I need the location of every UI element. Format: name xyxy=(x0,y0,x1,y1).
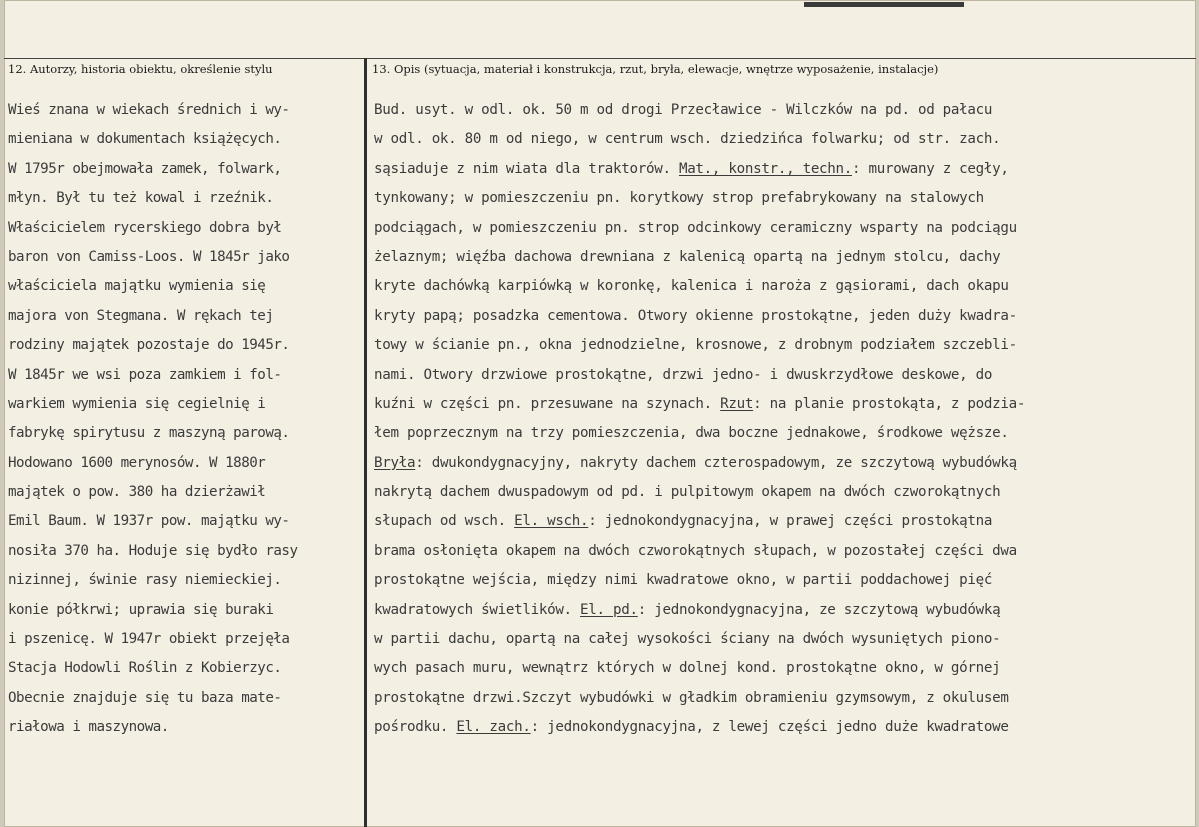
history-line: nosiła 370 ha. Hoduje się bydło rasy xyxy=(8,542,298,559)
description-text-run: : murowany z cegły, xyxy=(852,160,1009,177)
description-line xyxy=(374,654,1194,683)
history-line: Hodowano 1600 merynosów. W 1880r xyxy=(8,454,266,471)
description-line xyxy=(374,214,1194,243)
description-text-run: Bud. usyt. w odl. ok. 50 m od drogi Przecławice - Wilczków na pd. od pałacu xyxy=(374,102,993,118)
description-line xyxy=(374,566,1194,595)
description-text-run: wych pasach muru, wewnątrz których w dolnej kond. prostokątne okno, w górnej xyxy=(374,660,1001,677)
description-text-run: łem poprzecznym na trzy pomieszczenia, dwa boczne jednakowe, środkowe węższe. xyxy=(374,425,1009,442)
history-line: młyn. Był tu też kowal i rzeźnik. xyxy=(8,190,274,207)
history-line: warkiem wymienia się cegielnię i xyxy=(8,395,266,412)
description-line xyxy=(374,390,1194,419)
description-text-run: : jednokondygnacyjna, z lewej części jedno duże kwadratowe xyxy=(530,719,1009,736)
history-line: majora von Stegmana. W rękach tej xyxy=(8,307,274,324)
description-line xyxy=(374,419,1194,448)
history-line: Wieś znana w wiekach średnich i wy- xyxy=(8,102,290,118)
description-text-run: w odl. ok. 80 m od niego, w centrum wsch. dziedzińca folwarku; od str. zach. xyxy=(374,131,1001,148)
description-text-run: żelaznym; więźba dachowa drewniana z kalenicą opartą na jednym stolcu, dachy xyxy=(374,248,1001,265)
description-text-run: podciągach, w pomieszczeniu pn. strop odcinkowy ceramiczny wsparty na podciągu xyxy=(374,219,1017,236)
description-line xyxy=(374,478,1194,507)
description-text-run: kryty papą; posadzka cementowa. Otwory okienne prostokątne, jeden duży kwadra- xyxy=(374,307,1017,324)
description-line xyxy=(374,96,1194,125)
description-text-run: słupach od wsch. xyxy=(374,513,515,530)
description-line xyxy=(374,184,1194,213)
description-line xyxy=(374,713,1194,742)
section-12-heading: 12. Autorzy, historia obiektu, określenie stylu xyxy=(8,62,273,76)
history-line: rodziny majątek pozostaje do 1945r. xyxy=(8,337,290,354)
description-text-run: kryte dachówką karpiówką w koronkę, kalenica i naroża z gąsiorami, dach okapu xyxy=(374,278,1009,295)
history-line: baron von Camiss-Loos. W 1845r jako xyxy=(8,248,290,265)
history-line: nizinnej, świnie rasy niemieckiej. xyxy=(8,572,282,589)
history-line: mieniana w dokumentach książęcych. xyxy=(8,131,282,148)
record-card xyxy=(4,0,1196,827)
description-line xyxy=(374,243,1194,272)
description-text-run: pośrodku. xyxy=(374,719,457,736)
description-text-run: sąsiaduje z nim wiata dla traktorów. xyxy=(374,160,679,177)
section-13-heading: 13. Opis (sytuacja, materiał i konstrukcja, rzut, bryła, elewacje, wnętrze wyposażenie, instalacje) xyxy=(372,62,939,76)
description-underlined-heading: El. wsch. xyxy=(514,513,589,530)
description-text-run: prostokątne wejścia, między nimi kwadratowe okno, w partii poddachowej pięć xyxy=(374,572,993,589)
description-underlined-heading: El. pd. xyxy=(580,601,638,618)
history-line: właściciela majątku wymienia się xyxy=(8,278,266,295)
description-underlined-heading: El. zach. xyxy=(456,719,531,736)
description-line xyxy=(374,331,1194,360)
description-underlined-heading: Bryła xyxy=(374,454,416,471)
history-line: Obecnie znajduje się tu baza mate- xyxy=(8,689,282,706)
description-underlined-heading: Rzut xyxy=(720,395,754,412)
description-text-run: tynkowany; w pomieszczeniu pn. korytkowy strop prefabrykowany na stalowych xyxy=(374,190,984,207)
description-line xyxy=(374,507,1194,536)
description-text-run: nakrytą dachem dwuspadowym od pd. i pulpitowym okapem na dwóch czworokątnych xyxy=(374,484,1001,501)
description-text-run: brama osłonięta okapem na dwóch czworokątnych słupach, w pozostałej części dwa xyxy=(374,542,1017,559)
history-line: Stacja Hodowli Roślin z Kobierzyc. xyxy=(8,660,282,677)
description-text-run: : jednokondygnacyjna, w prawej części prostokątna xyxy=(588,513,993,530)
description-line xyxy=(374,155,1194,184)
description-line xyxy=(374,684,1194,713)
description-line xyxy=(374,449,1194,478)
description-line xyxy=(374,361,1194,390)
description-text-run: : na planie prostokąta, z podzia- xyxy=(753,395,1026,412)
description-text-run: prostokątne drzwi.Szczyt wybudówki w gładkim obramieniu gzymsowym, z okulusem xyxy=(374,689,1009,706)
history-line: fabrykę spirytusu z maszyną parową. xyxy=(8,425,290,442)
history-line: riałowa i maszynowa. xyxy=(8,719,169,736)
description-line xyxy=(374,625,1194,654)
history-line: Emil Baum. W 1937r pow. majątku wy- xyxy=(8,513,290,530)
column-divider xyxy=(364,58,367,827)
history-line: W 1845r we wsi poza zamkiem i fol- xyxy=(8,366,282,383)
description-text-run: kwadratowych świetlików. xyxy=(374,601,581,618)
description-underlined-heading: Mat., konstr., techn. xyxy=(678,160,853,177)
description-text-run: : dwukondygnacyjny, nakryty dachem czterospadowym, ze szczytową wybudówką xyxy=(415,454,1017,471)
description-text-run: towy w ścianie pn., okna jednodzielne, krosnowe, z drobnym podziałem szczebli- xyxy=(374,337,1017,354)
description-text-run: w partii dachu, opartą na całej wysokości ściany na dwóch wysuniętych piono- xyxy=(374,631,1001,648)
description-line xyxy=(374,125,1194,154)
history-line: Właścicielem rycerskiego dobra był xyxy=(8,219,282,236)
description-line xyxy=(374,272,1194,301)
header-rule xyxy=(4,58,1196,59)
history-text xyxy=(8,96,360,743)
description-line xyxy=(374,302,1194,331)
description-line xyxy=(374,537,1194,566)
history-line: konie półkrwi; uprawia się buraki xyxy=(8,601,274,618)
description-line xyxy=(374,596,1194,625)
description-text-run: kuźni w części pn. przesuwane na szynach. xyxy=(374,395,721,412)
description-text-run: nami. Otwory drzwiowe prostokątne, drzwi jedno- i dwuskrzydłowe deskowe, do xyxy=(374,366,993,383)
history-line: majątek o pow. 380 ha dzierżawił xyxy=(8,484,266,501)
history-line: W 1795r obejmowała zamek, folwark, xyxy=(8,160,282,177)
description-text xyxy=(374,96,1194,743)
description-text-run: : jednokondygnacyjna, ze szczytową wybudówką xyxy=(637,601,1001,618)
top-edge-mark xyxy=(804,2,964,7)
history-line: i pszenicę. W 1947r obiekt przejęła xyxy=(8,631,290,648)
